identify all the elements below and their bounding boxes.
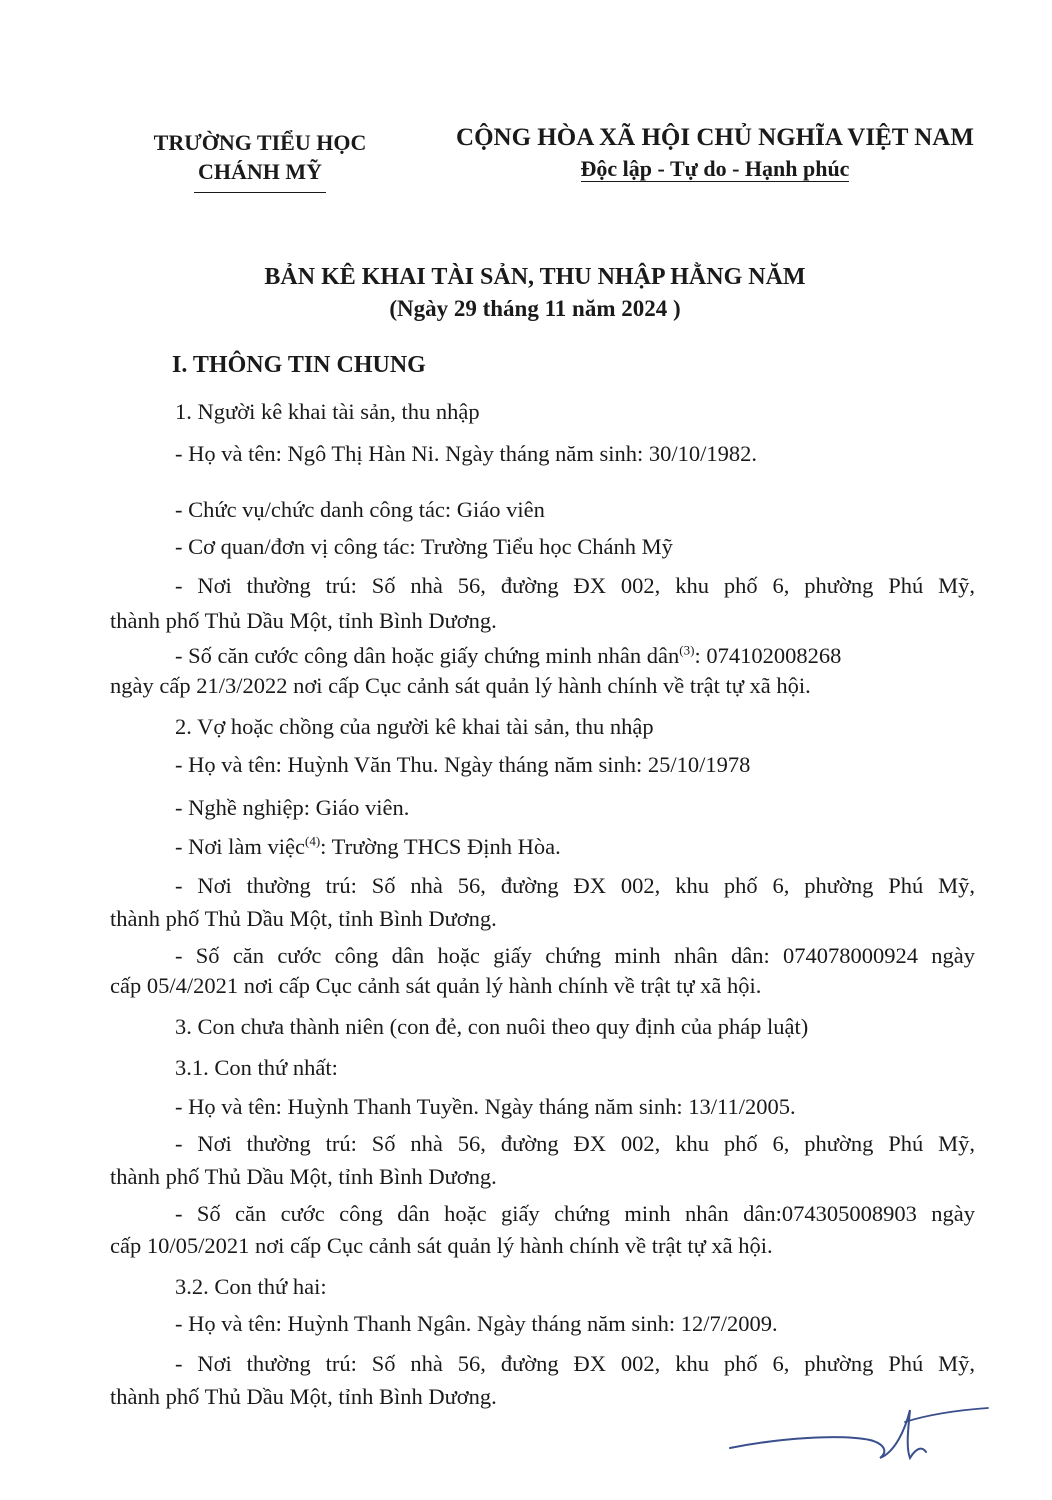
- declarant-name: - Họ và tên: Ngô Thị Hàn Ni. Ngày tháng năm sinh: 30/10/1982.: [175, 441, 758, 466]
- child-1-heading: 3.1. Con thứ nhất:: [175, 1055, 338, 1080]
- spouse-id-line-2: cấp 05/4/2021 nơi cấp Cục cảnh sát quản lý hành chính về trật tự xã hội.: [110, 973, 762, 998]
- child-1-id-line-2: cấp 10/05/2021 nơi cấp Cục cảnh sát quản lý hành chính về trật tự xã hội.: [110, 1233, 773, 1258]
- child-1-id-line-1: - Số căn cước công dân hoặc giấy chứng minh nhân dân:074305008903 ngày: [175, 1201, 975, 1226]
- child-2-address-line-1: - Nơi thường trú: Số nhà 56, đường ĐX 002, khu phố 6, phường Phú Mỹ,: [175, 1351, 975, 1376]
- spouse-workplace: - Nơi làm việc$^{(4)}$: Trường THCS Định Hòa.: [175, 833, 561, 859]
- spouse-address-line-2: thành phố Thủ Dầu Một, tỉnh Bình Dương.: [110, 906, 497, 931]
- spouse-job: - Nghề nghiệp: Giáo viên.: [175, 795, 410, 820]
- child-2-address-line-2: thành phố Thủ Dầu Một, tỉnh Bình Dương.: [110, 1384, 497, 1409]
- declarant-address-line-2: thành phố Thủ Dầu Một, tỉnh Bình Dương.: [110, 608, 497, 633]
- section-heading: I. THÔNG TIN CHUNG: [172, 352, 426, 378]
- nation-title: CỘNG HÒA XÃ HỘI CHỦ NGHĨA VIỆT NAM: [456, 124, 974, 151]
- child-1-address-line-1: - Nơi thường trú: Số nhà 56, đường ĐX 002, khu phố 6, phường Phú Mỹ,: [175, 1131, 975, 1156]
- declarant-id-line-1: - Số căn cước công dân hoặc giấy chứng minh nhân dân$^{(3)}$: 074102008268: [175, 642, 842, 668]
- nation-header: [430, 122, 1000, 184]
- child-1-address-line-2: thành phố Thủ Dầu Một, tỉnh Bình Dương.: [110, 1164, 497, 1189]
- spouse-name: - Họ và tên: Huỳnh Văn Thu. Ngày tháng năm sinh: 25/10/1978: [175, 752, 751, 777]
- signature-mark: [720, 1400, 1000, 1470]
- document-title: BẢN KÊ KHAI TÀI SẢN, THU NHẬP HẰNG NĂM: [264, 264, 806, 290]
- spouse-address-line-1: - Nơi thường trú: Số nhà 56, đường ĐX 002, khu phố 6, phường Phú Mỹ,: [175, 873, 975, 898]
- document-date: (Ngày 29 tháng 11 năm 2024 ): [389, 296, 681, 321]
- declarant-position: - Chức vụ/chức danh công tác: Giáo viên: [175, 497, 545, 522]
- child-2-name: - Họ và tên: Huỳnh Thanh Ngân. Ngày tháng năm sinh: 12/7/2009.: [175, 1311, 778, 1336]
- child-1-name: - Họ và tên: Huỳnh Thanh Tuyền. Ngày tháng năm sinh: 13/11/2005.: [175, 1094, 796, 1119]
- spouse-heading: 2. Vợ hoặc chồng của người kê khai tài sản, thu nhập: [175, 714, 654, 739]
- children-heading: 3. Con chưa thành niên (con đẻ, con nuôi theo quy định của pháp luật): [175, 1014, 809, 1039]
- child-2-heading: 3.2. Con thứ hai:: [175, 1274, 327, 1299]
- declarant-address-line-1: - Nơi thường trú: Số nhà 56, đường ĐX 002, khu phố 6, phường Phú Mỹ,: [175, 573, 975, 598]
- school-line-2: CHÁNH MỸ: [197, 159, 323, 184]
- spouse-id-line-1: - Số căn cước công dân hoặc giấy chứng minh nhân dân: 074078000924 ngày: [175, 943, 975, 968]
- declarant-heading: 1. Người kê khai tài sản, thu nhập: [175, 399, 480, 424]
- school-line-1: TRƯỜNG TIỂU HỌC: [153, 130, 367, 155]
- motto: Độc lập - Tự do - Hạnh phúc: [580, 156, 850, 181]
- declarant-id-line-2: ngày cấp 21/3/2022 nơi cấp Cục cảnh sát quản lý hành chính về trật tự xã hội.: [110, 673, 811, 698]
- school-underline: [194, 192, 326, 193]
- school-header: [130, 128, 390, 193]
- declarant-agency: - Cơ quan/đơn vị công tác: Trường Tiểu học Chánh Mỹ: [175, 534, 673, 559]
